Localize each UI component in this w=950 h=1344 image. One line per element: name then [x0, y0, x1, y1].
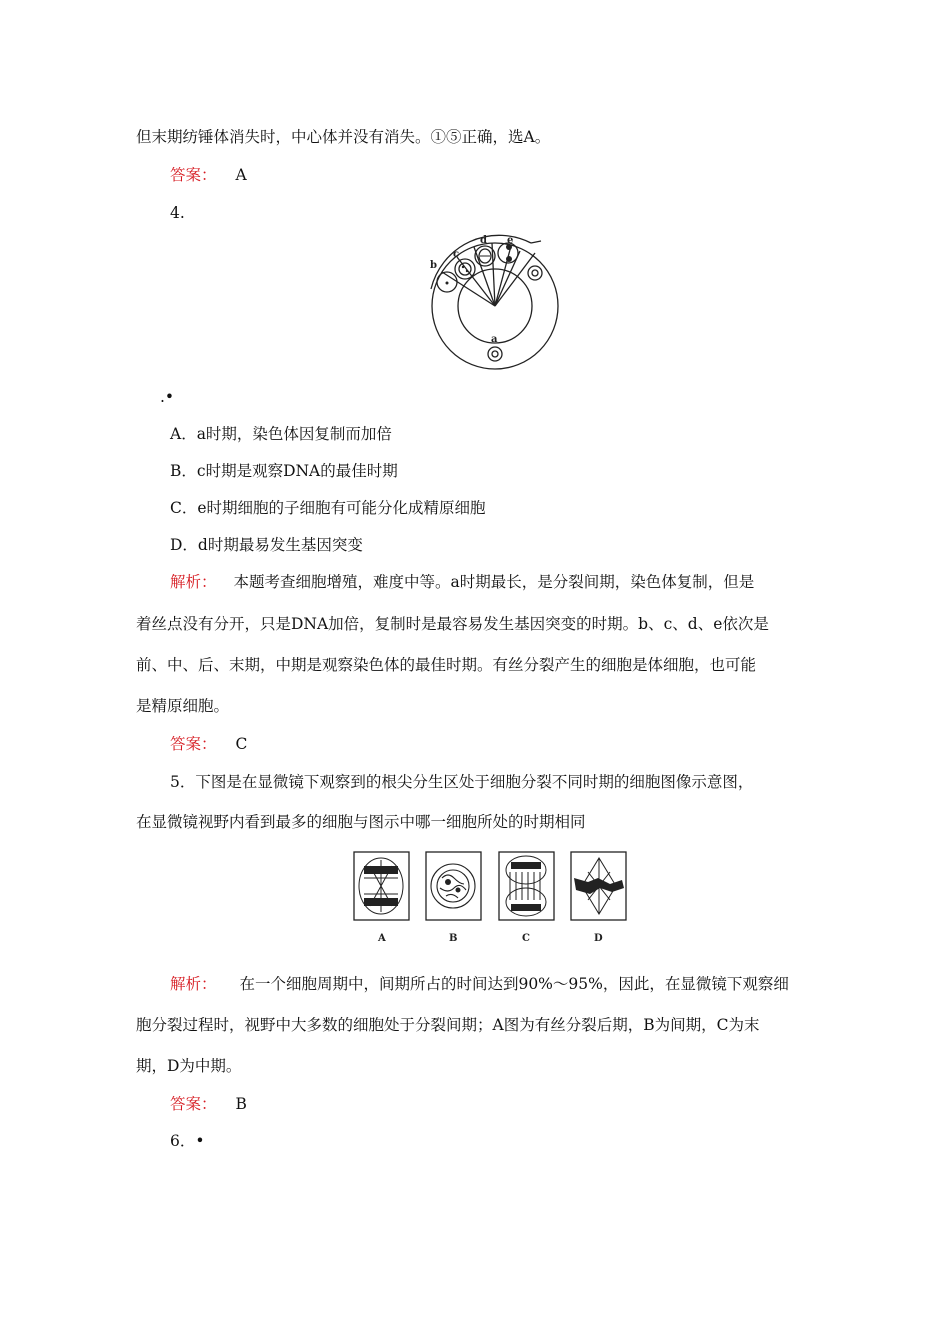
explanation-label: 解析：: [170, 573, 217, 591]
explanation-text: 着丝点没有分开，只是DNA加倍，复制时是最容易发生基因突变的时期。b、c、d、e依次是: [136, 615, 769, 633]
explanation-text: 前、中、后、末期，中期是观察染色体的最佳时期。有丝分裂产生的细胞是体细胞，也可能: [136, 656, 757, 674]
question-text: 5．下图是在显微镜下观察到的根尖分生区处于细胞分裂不同时期的细胞图像示意图，: [170, 773, 754, 791]
bullet-line: .•: [160, 388, 175, 406]
option-d: D．d时期最易发生基因突变: [170, 536, 363, 554]
explanation-text: 在一个细胞周期中，间期所占的时间达到90%～95%，因此，在显微镜下观察细: [239, 975, 789, 993]
option-a: A．a时期，染色体因复制而加倍: [170, 425, 392, 443]
cell-label: B: [449, 933, 458, 944]
explanation-text: 胞分裂过程时，视野中大多数的细胞处于分裂间期；A图为有丝分裂后期，B为间期，C为末: [136, 1016, 760, 1034]
answer-line: [170, 734, 247, 754]
explanation-text: 本题考查细胞增殖，难度中等。a时期最长，是分裂间期，染色体复制，但是: [233, 573, 755, 591]
option-b: B．c时期是观察DNA的最佳时期: [170, 462, 398, 480]
phase-label: a: [491, 334, 498, 345]
phase-label: e: [507, 235, 514, 246]
explanation-text: 期，D为中期。: [136, 1057, 242, 1075]
phase-label: b: [430, 260, 437, 271]
phase-label: c: [453, 249, 460, 260]
answer-line: [170, 165, 247, 185]
answer-value: B: [235, 1095, 247, 1113]
cell-images-figure: [350, 848, 635, 948]
cell-label: D: [594, 933, 603, 944]
option-c: C．e时期细胞的子细胞有可能分化成精原细胞: [170, 499, 486, 517]
answer-value: C: [235, 735, 248, 753]
explanation-line: [170, 572, 754, 592]
answer-value: A: [235, 166, 247, 184]
answer-label: 答案：: [170, 166, 217, 184]
explanation-line: [170, 974, 789, 994]
explanation-text: 是精原细胞。: [136, 697, 230, 715]
cell-label: C: [522, 933, 530, 944]
question-number: 4.: [170, 204, 185, 222]
question-number: 6．•: [170, 1132, 205, 1150]
explanation-label: 解析：: [170, 975, 217, 993]
answer-label: 答案：: [170, 1095, 217, 1113]
cell-cycle-figure: [425, 205, 565, 371]
answer-label: 答案：: [170, 735, 217, 753]
cell-label: A: [378, 933, 386, 944]
answer-line: [170, 1094, 247, 1114]
question-text: 在显微镜视野内看到最多的细胞与图示中哪一细胞所处的时期相同: [136, 813, 586, 831]
text-line: 但末期纺锤体消失时，中心体并没有消失。①⑤正确，选A。: [136, 128, 551, 146]
phase-label: d: [480, 235, 487, 246]
